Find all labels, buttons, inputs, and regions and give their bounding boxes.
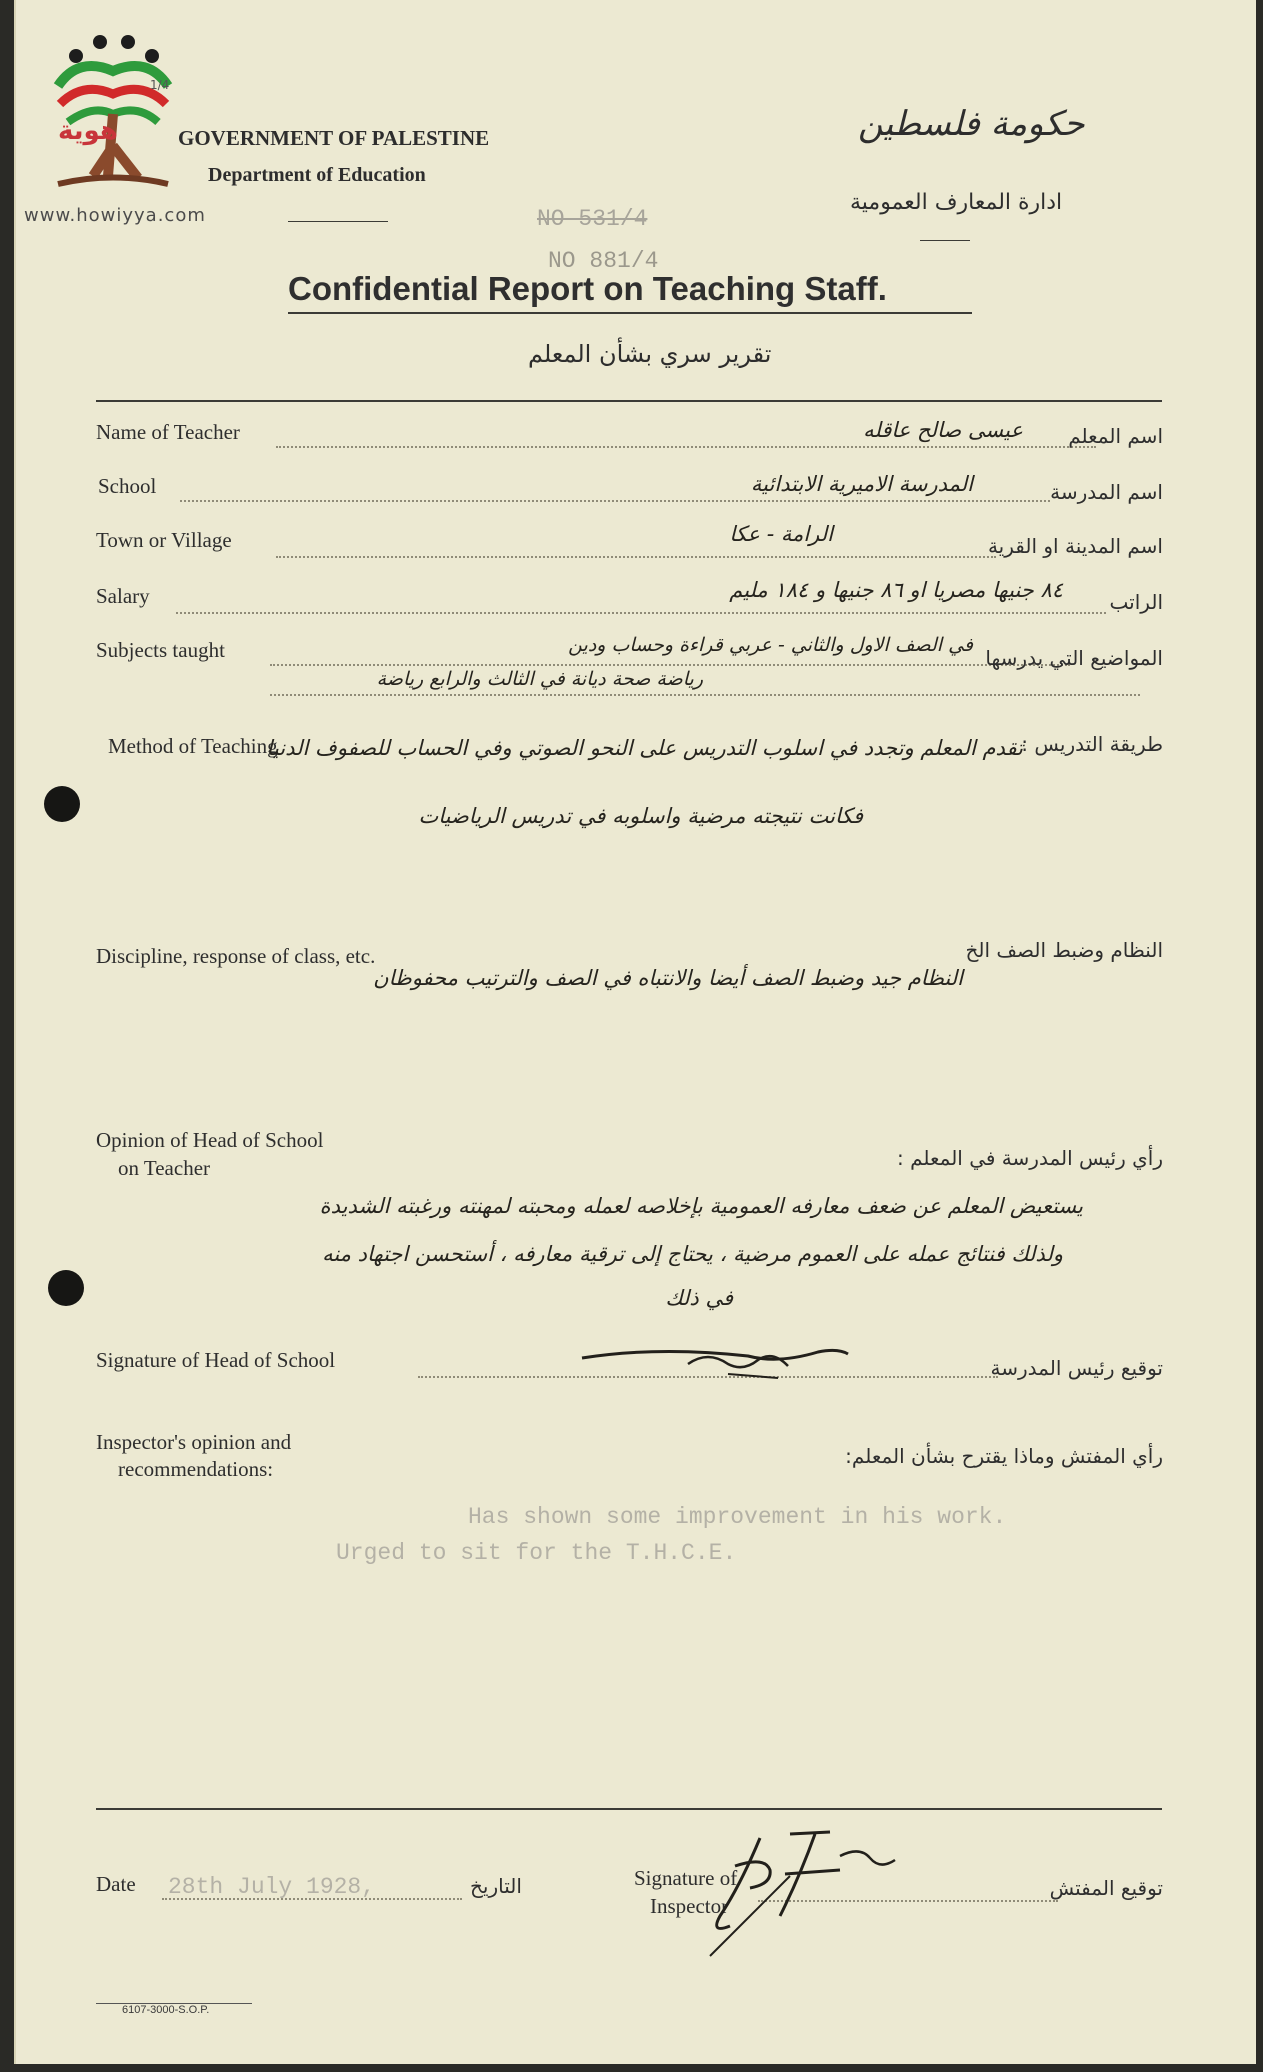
head-opinion-line-3: في ذلك (665, 1286, 733, 1310)
inspector-signature (690, 1826, 920, 1966)
salary-label: Salary (96, 584, 150, 608)
school-label-ar: اسم المدرسة (1050, 480, 1163, 504)
salary-label-ar: الراتب (1109, 590, 1163, 614)
head-signature-label-ar: توقيع رئيس المدرسة (990, 1356, 1163, 1380)
inspector-signature-label-ar: توقيع المفتش (1049, 1876, 1163, 1900)
stamp-number: NO 881/4 (548, 248, 659, 274)
gov-ar: حكومة فلسطين (858, 104, 1085, 144)
subjects-value-1: في الصف الاول والثاني - عربي قراءة وحساب ودين (568, 634, 973, 656)
method-label-ar: طريقة التدريس : (1021, 732, 1163, 756)
head-opinion-label-ar: رأي رئيس المدرسة في المعلم : (896, 1146, 1163, 1170)
subjects-label-ar: المواضيع التي يدرسها (985, 646, 1163, 670)
salary-value: ٨٤ جنيها مصريا او ٨٦ جنيها و ١٨٤ مليم (729, 578, 1063, 602)
title-en: Confidential Report on Teaching Staff. (288, 270, 887, 307)
subjects-value-2: رياضة صحة ديانة في الثالث والرابع رياضة (376, 668, 703, 690)
watermark-url: www.howiyya.com (24, 205, 206, 226)
head-opinion-label-1: Opinion of Head of School (96, 1128, 324, 1152)
method-line-1: تقدم المعلم وتجدد في اسلوب التدريس على النحو الصوتي وفي الحساب للصفوف الدنيا (266, 736, 1023, 760)
title-ar: تقرير سري بشأن المعلم (528, 340, 772, 368)
header-divider-right (920, 240, 970, 241)
top-rule (96, 400, 1162, 402)
stamp-struck: NO 531/4 (537, 206, 648, 232)
dept-ar: ادارة المعارف العمومية (850, 190, 1063, 215)
head-signature-label: Signature of Head of School (96, 1348, 336, 1372)
discipline-label-ar: النظام وضبط الصف الخ (965, 938, 1163, 962)
gov-en: GOVERNMENT OF PALESTINE (178, 126, 490, 150)
date-value: 28th July 1928, (168, 1874, 376, 1900)
name-value: عيسى صالح عاقله (863, 418, 1023, 442)
head-opinion-line-1: يستعيض المعلم عن ضعف معارفه العمومية بإخلاصه لعمله ومحبته لمهنته ورغبته الشديدة (319, 1194, 1083, 1218)
punch-hole-bottom (48, 1270, 84, 1306)
head-signature (578, 1338, 858, 1388)
inspector-line-2: Urged to sit for the T.H.C.E. (336, 1540, 737, 1566)
watermark-ref: 1/4 (150, 78, 170, 92)
inspector-signature-label-2: Inspector (650, 1894, 729, 1918)
town-label: Town or Village (96, 528, 232, 552)
form-page (14, 0, 1256, 2064)
subjects-label: Subjects taught (96, 638, 225, 662)
inspector-label-ar: رأي المفتش وماذا يقترح بشأن المعلم: (845, 1444, 1163, 1468)
bottom-rule (96, 1808, 1162, 1810)
method-line-2: فكانت نتيجته مرضية واسلوبه في تدريس الرياضيات (418, 804, 863, 828)
discipline-value: النظام جيد وضبط الصف أيضا والانتباه في الصف والترتيب محفوظان (373, 966, 963, 990)
method-label: Method of Teaching (108, 734, 278, 758)
inspector-signature-label-1: Signature of (634, 1866, 738, 1890)
inspector-label-1: Inspector's opinion and (96, 1430, 292, 1454)
date-label-ar: التاريخ (470, 1874, 522, 1898)
name-label: Name of Teacher (96, 420, 240, 444)
header-divider-left (288, 221, 388, 222)
inspector-label-2: recommendations: (118, 1457, 274, 1481)
print-code: 6107-3000-S.O.P. (122, 2004, 210, 2016)
inspector-line-1: Has shown some improvement in his work. (468, 1504, 1007, 1530)
dept-en: Department of Education (208, 164, 426, 186)
head-opinion-line-2: ولذلك فنتائج عمله على العموم مرضية ، يحتاج إلى ترقية معارفه ، أستحسن اجتهاد منه (322, 1242, 1063, 1266)
logo-text: هوية (58, 116, 118, 146)
punch-hole-top (44, 786, 80, 822)
head-opinion-label-2: on Teacher (118, 1156, 211, 1180)
discipline-label: Discipline, response of class, etc. (96, 944, 376, 968)
school-value: المدرسة الاميرية الابتدائية (750, 472, 973, 496)
school-label: School (98, 474, 157, 498)
title-underline (288, 312, 972, 314)
town-label-ar: اسم المدينة او القرية (987, 534, 1163, 558)
town-value: الرامة - عكا (729, 522, 833, 546)
date-label: Date (96, 1872, 136, 1896)
name-label-ar: اسم المعلم (1068, 424, 1163, 448)
